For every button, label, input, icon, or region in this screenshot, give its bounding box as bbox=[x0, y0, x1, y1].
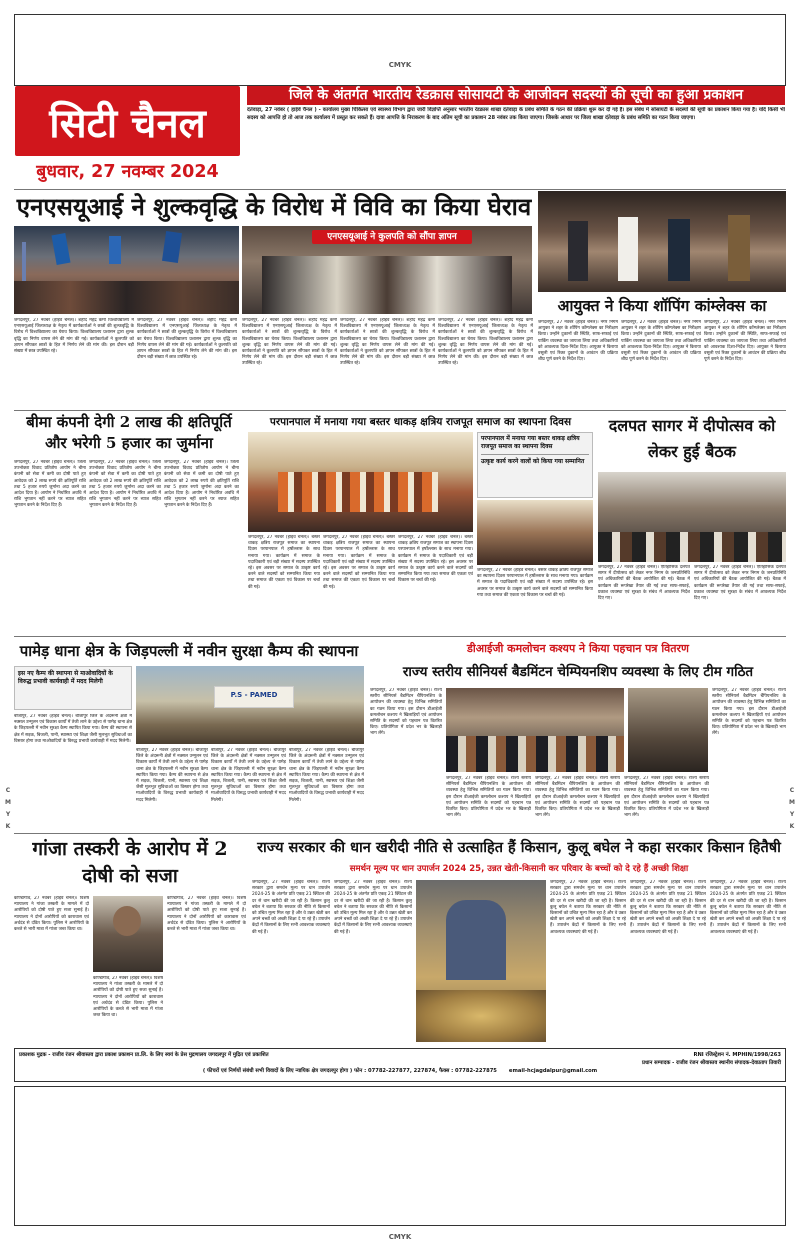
insurance-body: जगदलपुर, 27 नवंबर (हाईवे चैनल)। जिला उपभोक्ता विवाद प्रतितोष आयोग ने बीमा कंपनी को सेवा में कमी का दोषी पाते हुए आवेदक को 2 लाख रुपये की क्षतिपूर्ति राशि तथा 5 हजार रुपये जुर्माना अदा करने का आदेश दिया है। आयोग ने निर्धारित अवधि में राशि भुगतान नहीं करने पर ब्याज सहित भुगतान करने के निर्देश दिए हैं। bbox=[14, 460, 86, 509]
cmyk-side-right: C M Y K bbox=[789, 787, 795, 830]
camp-body-col2: बीजापुर, 27 नवंबर (हाईवे चैनल)। बीजापुर जिले के अंदरूनी क्षेत्रों में नक्सल उन्मूलन एवं विकास कार्यों में तेजी लाने के उद्देश्य से पामेड़ थाना क्षेत्र के जिड़पल्ली में नवीन सुरक्षा कैम्प स्थापित किया गया। कैम्प की स्थापना से क्षेत्र में सड़क, बिजली, पानी, स्वास्थ्य एवं शिक्षा जैसी मूलभूत सुविधाओं का विस्तार होगा तथा माओवादियों के विरुद्ध प्रभावी कार्यवाही में मदद मिलेगी। bbox=[136, 748, 208, 803]
footer-publisher: प्रकाशक मुद्रक - राजीव रंजन श्रीवास्तव द्वारा प्रकाश प्रकाशन प्रा.लि. के लिए स्वयं के प्रेस मुद्रणालय जगदलपुर में मुद्रित एवं प्रकाशित bbox=[19, 1052, 269, 1058]
camp-body-col4: बीजापुर, 27 नवंबर (हाईवे चैनल)। बीजापुर जिले के अंदरूनी क्षेत्रों में नक्सल उन्मूलन एवं विकास कार्यों में तेजी लाने के उद्देश्य से पामेड़ थाना क्षेत्र के जिड़पल्ली में नवीन सुरक्षा कैम्प स्थापित किया गया। कैम्प की स्थापना से क्षेत्र में सड़क, बिजली, पानी, स्वास्थ्य एवं शिक्षा जैसी मूलभूत सुविधाओं का विस्तार होगा तथा माओवादियों के विरुद्ध प्रभावी कार्यवाही में मदद मिलेगी। bbox=[289, 748, 364, 803]
samaj-sidebar-2: उत्कृष्ट कार्य करने वालों को किया गया सम्मानित bbox=[481, 458, 585, 465]
samaj-headline: परपानपाल में मनाया गया बस्तर धाकड़ क्षत्रिय राजपूत समाज का स्थापना दिवस bbox=[269, 416, 572, 428]
commissioner-photo bbox=[538, 191, 786, 292]
cmyk-side-left: C M Y K bbox=[5, 787, 11, 830]
page-top-frame bbox=[14, 14, 786, 86]
cmyk-bottom: CMYK bbox=[388, 1233, 412, 1241]
badminton-photo-1 bbox=[446, 688, 624, 772]
dalpat-body: जगदलपुर, 27 नवंबर (हाईवे चैनल)। ऐतिहासिक दलपत सागर में दीपोत्सव को लेकर नगर निगम के जनप्रतिनिधि एवं अधिकारियों की बैठक आयोजित की गई। बैठक में कार्यक्रम की रूपरेखा तैयार की गई तथा साफ-सफाई, प्रकाश व्यवस्था एवं सुरक्षा के संबंध में आवश्यक निर्देश दिए गए। bbox=[598, 565, 690, 602]
camp-headline: पामेड़ धाना क्षेत्र के जिड़पल्ली में नवीन सुरक्षा कैम्प की स्थापना bbox=[19, 642, 359, 660]
insurance-body-col2: जगदलपुर, 27 नवंबर (हाईवे चैनल)। जिला उपभोक्ता विवाद प्रतितोष आयोग ने बीमा कंपनी को सेवा में कमी का दोषी पाते हुए आवेदक को 2 लाख रुपये की क्षतिपूर्ति राशि तथा 5 हजार रुपये जुर्माना अदा करने का आदेश दिया है। आयोग ने निर्धारित अवधि में राशि भुगतान नहीं करने पर ब्याज सहित भुगतान करने के निर्देश दिए हैं। bbox=[89, 460, 161, 509]
badminton-body: जगदलपुर, 27 नवंबर (हाईवे चैनल)। राज्य स्तरीय सीनियर्स बैडमिंटन चैंपियनशिप के आयोजन की व्यवस्था हेतु विभिन्न समितियों का गठन किया गया। इस दौरान डीआईजी कमलोचन कश्यप ने खिलाड़ियों एवं आयोजन समिति के सदस्यों को पहचान पत्र वितरित किए। प्रतियोगिता में प्रदेश भर के खिलाड़ी भाग लेंगे। bbox=[370, 688, 442, 737]
samaj-photo-1 bbox=[248, 432, 473, 532]
footer-editors: प्रधान सम्पादक - राजीव रंजन श्रीवास्तव स्थानीय संपादक-देवप्रताप तिवारी bbox=[642, 1060, 781, 1066]
camp-body-col3: बीजापुर, 27 नवंबर (हाईवे चैनल)। बीजापुर जिले के अंदरूनी क्षेत्रों में नक्सल उन्मूलन एवं विकास कार्यों में तेजी लाने के उद्देश्य से पामेड़ थाना क्षेत्र के जिड़पल्ली में नवीन सुरक्षा कैम्प स्थापित किया गया। कैम्प की स्थापना से क्षेत्र में सड़क, बिजली, पानी, स्वास्थ्य एवं शिक्षा जैसी मूलभूत सुविधाओं का विस्तार होगा तथा माओवादियों के विरुद्ध प्रभावी कार्यवाही में मदद मिलेगी। bbox=[211, 748, 286, 803]
badminton-body-col5: जगदलपुर, 27 नवंबर (हाईवे चैनल)। राज्य स्तरीय सीनियर्स बैडमिंटन चैंपियनशिप के आयोजन की व्यवस्था हेतु विभिन्न समितियों का गठन किया गया। इस दौरान डीआईजी कमलोचन कश्यप ने खिलाड़ियों एवं आयोजन समिति के सदस्यों को पहचान पत्र वितरित किए। प्रतियोगिता में प्रदेश भर के खिलाड़ी भाग लेंगे। bbox=[624, 776, 709, 819]
nsui-body: जगदलपुर, 27 नवंबर (हाईवे चैनल)। शहीद महेंद्र कर्मा विश्वविद्यालय में एनएसयूआई जिलाध्यक्ष के नेतृत्व में कार्यकर्ताओं ने छात्रों की शुल्कवृद्धि के विरोध में विश्वविद्यालय का घेराव किया। विश्वविद्यालय प्रशासन द्वारा शुल्क वृद्धि का निर्णय वापस लेने की मांग की गई। कार्यकर्ताओं ने कुलपति को ज्ञापन सौंपकर छात्रों के हित में निर्णय लेने की मांग की। इस दौरान बड़ी संख्या में छात्र उपस्थित रहे। bbox=[14, 318, 134, 355]
cmyk-top: CMYK bbox=[388, 61, 412, 69]
commissioner-headline: आयुक्त ने किया शॉपिंग कांम्लेक्स का bbox=[557, 296, 767, 315]
paddy-body-col3: जगदलपुर, 27 नवंबर (हाईवे चैनल)। राज्य सरकार द्वारा समर्थन मूल्य पर धान उपार्जन 2024-25 के अंतर्गत प्रति एकड़ 21 क्विंटल की दर से धान खरीदी की जा रही है। किसान कुलू बघेल ने बताया कि सरकार की नीति से किसानों को उचित मूल्य मिल रहा है और वे उन्नत खेती कर अपने बच्चों को अच्छी शिक्षा दे पा रहे हैं। उपार्जन केंद्रों में किसानों के लिए सभी आवश्यक व्यवस्थाएं की गई हैं। bbox=[550, 880, 626, 935]
dalpat-meeting-photo bbox=[598, 472, 786, 562]
footer-email: email-hcjagdalpur@gmail.com bbox=[508, 1068, 598, 1074]
footer-jurisdiction: ( फीचरों एवं निर्णयों संबंधी सभी विवादों के लिए न्यायिक क्षेत्र जगदलपुर होगा ) फोन : 07782-227877, 227874, फैक्स : 07782-227875 bbox=[202, 1068, 497, 1074]
paddy-body: जगदलपुर, 27 नवंबर (हाईवे चैनल)। राज्य सरकार द्वारा समर्थन मूल्य पर धान उपार्जन 2024-25 के अंतर्गत प्रति एकड़ 21 क्विंटल की दर से धान खरीदी की जा रही है। किसान कुलू बघेल ने बताया कि सरकार की नीति से किसानों को उचित मूल्य मिल रहा है और वे उन्नत खेती कर अपने बच्चों को अच्छी शिक्षा दे पा रहे हैं। उपार्जन केंद्रों में किसानों के लिए सभी आवश्यक व्यवस्थाएं की गई हैं। bbox=[252, 880, 330, 935]
nsui-body-col3: जगदलपुर, 27 नवंबर (हाईवे चैनल)। शहीद महेंद्र कर्मा विश्वविद्यालय में एनएसयूआई जिलाध्यक्ष के नेतृत्व में कार्यकर्ताओं ने छात्रों की शुल्कवृद्धि के विरोध में विश्वविद्यालय का घेराव किया। विश्वविद्यालय प्रशासन द्वारा शुल्क वृद्धि का निर्णय वापस लेने की मांग की गई। कार्यकर्ताओं ने कुलपति को ज्ञापन सौंपकर छात्रों के हित में निर्णय लेने की मांग की। इस दौरान बड़ी संख्या में छात्र उपस्थित रहे। bbox=[242, 318, 337, 367]
ganja-headline: गांजा तस्करी के आरोप में 2 दोषी को सजा bbox=[32, 838, 228, 887]
commissioner-body-col2: जगदलपुर, 27 नवंबर (हाईवे चैनल)। नगर निगम आयुक्त ने शहर के शॉपिंग कॉम्प्लेक्स का निरीक्षण किया। उन्होंने दुकानों की स्थिति, साफ-सफाई एवं पार्किंग व्यवस्था का जायजा लिया तथा अधिकारियों को आवश्यक दिशा-निर्देश दिए। आयुक्त ने किराया वसूली एवं रिक्त दुकानों के आवंटन की प्रक्रिया शीघ्र पूर्ण करने के निर्देश दिए। bbox=[621, 320, 701, 363]
ganja-body: कोण्डागांव, 27 नवंबर (हाईवे चैनल)। विशेष न्यायालय ने गांजा तस्करी के मामले में दो आरोपियों को दोषी पाते हुए सजा सुनाई है। न्यायालय ने दोनों आरोपियों को कारावास एवं अर्थदंड से दंडित किया। पुलिस ने आरोपियों के कब्जे से भारी मात्रा में गांजा जब्त किया था। bbox=[14, 896, 89, 933]
badminton-body-col3: जगदलपुर, 27 नवंबर (हाईवे चैनल)। राज्य स्तरीय सीनियर्स बैडमिंटन चैंपियनशिप के आयोजन की व्यवस्था हेतु विभिन्न समितियों का गठन किया गया। इस दौरान डीआईजी कमलोचन कश्यप ने खिलाड़ियों एवं आयोजन समिति के सदस्यों को पहचान पत्र वितरित किए। प्रतियोगिता में प्रदेश भर के खिलाड़ी भाग लेंगे। bbox=[446, 776, 531, 819]
commissioner-body-col3: जगदलपुर, 27 नवंबर (हाईवे चैनल)। नगर निगम आयुक्त ने शहर के शॉपिंग कॉम्प्लेक्स का निरीक्षण किया। उन्होंने दुकानों की स्थिति, साफ-सफाई एवं पार्किंग व्यवस्था का जायजा लिया तथा अधिकारियों को आवश्यक दिशा-निर्देश दिए। आयुक्त ने किराया वसूली एवं रिक्त दुकानों के आवंटन की प्रक्रिया शीघ्र पूर्ण करने के निर्देश दिए। bbox=[704, 320, 786, 363]
masthead-date: बुधवार, 27 नवम्बर 2024 bbox=[36, 162, 219, 182]
ganja-body-col2: कोण्डागांव, 27 नवंबर (हाईवे चैनल)। विशेष न्यायालय ने गांजा तस्करी के मामले में दो आरोपियों को दोषी पाते हुए सजा सुनाई है। न्यायालय ने दोनों आरोपियों को कारावास एवं अर्थदंड से दंडित किया। पुलिस ने आरोपियों के कब्जे से भारी मात्रा में गांजा जब्त किया था। bbox=[93, 976, 163, 1019]
dalpat-headline: दलपत सागर में दीपोत्सव को लेकर हुई बैठक bbox=[608, 416, 776, 461]
nsui-memorandum-photo bbox=[242, 226, 532, 314]
samaj-body-col3: जगदलपुर, 27 नवंबर (हाईवे चैनल)। बस्तर धाकड़ क्षत्रिय राजपूत समाज का स्थापना दिवस परपानपाल में हर्षोल्लास के साथ मनाया गया। कार्यक्रम में समाज के पदाधिकारी एवं बड़ी संख्या में सदस्य उपस्थित रहे। इस अवसर पर समाज के उत्कृष्ट कार्य करने वाले सदस्यों को सम्मानित किया गया तथा समाज की एकता एवं विकास पर चर्चा की गई। bbox=[398, 535, 473, 584]
page-bottom-frame bbox=[14, 1086, 786, 1226]
paddy-body-col5: जगदलपुर, 27 नवंबर (हाईवे चैनल)। राज्य सरकार द्वारा समर्थन मूल्य पर धान उपार्जन 2024-25 के अंतर्गत प्रति एकड़ 21 क्विंटल की दर से धान खरीदी की जा रही है। किसान कुलू बघेल ने बताया कि सरकार की नीति से किसानों को उचित मूल्य मिल रहा है और वे उन्नत खेती कर अपने बच्चों को अच्छी शिक्षा दे पा रहे हैं। उपार्जन केंद्रों में किसानों के लिए सभी आवश्यक व्यवस्थाएं की गई हैं। bbox=[710, 880, 786, 935]
samaj-sidebar-1: परपानपाल में मनाया गया बस्तर धाकड़ क्षत्रिय राजपूत समाज का स्थापना दिवस bbox=[481, 435, 580, 450]
camp-sidebar: इस नए कैम्प की स्थापना से माओवादियों के विरुद्ध प्रभावी कार्यवाही में मदद मिलेगी bbox=[14, 666, 132, 710]
ganja-accused-photo bbox=[93, 896, 163, 972]
samaj-body-col4: जगदलपुर, 27 नवंबर (हाईवे चैनल)। बस्तर धाकड़ क्षत्रिय राजपूत समाज का स्थापना दिवस परपानपाल में हर्षोल्लास के साथ मनाया गया। कार्यक्रम में समाज के पदाधिकारी एवं बड़ी संख्या में सदस्य उपस्थित रहे। इस अवसर पर समाज के उत्कृष्ट कार्य करने वाले सदस्यों को सम्मानित किया गया तथा समाज की एकता एवं विकास पर चर्चा की गई। bbox=[477, 568, 593, 598]
lead-body: दंतेवाड़ा, 27 नवंबर ( हाईवे चैनल ) - कार्यालय मुख्य चिकित्सा एवं स्वास्थ्य विभाग द्वारा जारी विज्ञप्ति अनुसार भारतीय रेडक्रास शाखा दंतेवाड़ा के प्रबंध समिति के गठन की प्रक्रिया शुरू कर दी गई है। इस संबंध में सोसायटी के सदस्यों की सूची का प्रकाशन किया गया है। यदि किसी भी सदस्य को आपत्ति हो तो आज तक कार्यालय में प्रस्तुत कर सकते हैं। दावा आपत्ति के निराकरण के बाद अंतिम सूची का प्रकाशन 28 नवंबर तक किया जाएगा। जिसके आधार पर जिला शाखा दंतेवाड़ा के प्रबंध समिति का गठन किया जाएगा। bbox=[247, 107, 785, 121]
nsui-headline: एनएसयूआई ने शुल्कवृद्धि के विरोध में विवि का किया घेराव bbox=[16, 192, 532, 221]
samaj-body: जगदलपुर, 27 नवंबर (हाईवे चैनल)। बस्तर धाकड़ क्षत्रिय राजपूत समाज का स्थापना दिवस परपानपाल में हर्षोल्लास के साथ मनाया गया। कार्यक्रम में समाज के पदाधिकारी एवं बड़ी संख्या में सदस्य उपस्थित रहे। इस अवसर पर समाज के उत्कृष्ट कार्य करने वाले सदस्यों को सम्मानित किया गया तथा समाज की एकता एवं विकास पर चर्चा की गई। bbox=[248, 535, 320, 590]
camp-body: बीजापुर, 27 नवंबर (हाईवे चैनल)। बीजापुर जिले के अंदरूनी क्षेत्रों में नक्सल उन्मूलन एवं विकास कार्यों में तेजी लाने के उद्देश्य से पामेड़ थाना क्षेत्र के जिड़पल्ली में नवीन सुरक्षा कैम्प स्थापित किया गया। कैम्प की स्थापना से क्षेत्र में सड़क, बिजली, पानी, स्वास्थ्य एवं शिक्षा जैसी मूलभूत सुविधाओं का विस्तार होगा तथा माओवादियों के विरुद्ध प्रभावी कार्यवाही में मदद मिलेगी। bbox=[14, 714, 132, 744]
nsui-protest-photo bbox=[14, 226, 239, 314]
dalpat-body-col2: जगदलपुर, 27 नवंबर (हाईवे चैनल)। ऐतिहासिक दलपत सागर में दीपोत्सव को लेकर नगर निगम के जनप्रतिनिधि एवं अधिकारियों की बैठक आयोजित की गई। बैठक में कार्यक्रम की रूपरेखा तैयार की गई तथा साफ-सफाई, प्रकाश व्यवस्था एवं सुरक्षा के संबंध में आवश्यक निर्देश दिए गए। bbox=[694, 565, 786, 602]
nsui-body-col2: जगदलपुर, 27 नवंबर (हाईवे चैनल)। शहीद महेंद्र कर्मा विश्वविद्यालय में एनएसयूआई जिलाध्यक्ष के नेतृत्व में कार्यकर्ताओं ने छात्रों की शुल्कवृद्धि के विरोध में विश्वविद्यालय का घेराव किया। विश्वविद्यालय प्रशासन द्वारा शुल्क वृद्धि का निर्णय वापस लेने की मांग की गई। कार्यकर्ताओं ने कुलपति को ज्ञापन सौंपकर छात्रों के हित में निर्णय लेने की मांग की। इस दौरान बड़ी संख्या में छात्र उपस्थित रहे। bbox=[137, 318, 237, 361]
lead-headline: जिले के अंतर्गत भारतीय रेडक्रास सोसायटी के आजीवन सदस्यों की सूची का हुआ प्रकाशन bbox=[247, 86, 785, 105]
footer-rni: RNI रजिस्ट्रेशन नं. MPHIN/1998/263 bbox=[693, 1052, 781, 1058]
nsui-body-col4: जगदलपुर, 27 नवंबर (हाईवे चैनल)। शहीद महेंद्र कर्मा विश्वविद्यालय में एनएसयूआई जिलाध्यक्ष के नेतृत्व में कार्यकर्ताओं ने छात्रों की शुल्कवृद्धि के विरोध में विश्वविद्यालय का घेराव किया। विश्वविद्यालय प्रशासन द्वारा शुल्क वृद्धि का निर्णय वापस लेने की मांग की गई। कार्यकर्ताओं ने कुलपति को ज्ञापन सौंपकर छात्रों के हित में निर्णय लेने की मांग की। इस दौरान बड़ी संख्या में छात्र उपस्थित रहे। bbox=[340, 318, 435, 367]
footer-imprint bbox=[14, 1048, 786, 1082]
samaj-photo-2 bbox=[477, 500, 593, 565]
samaj-body-col2: जगदलपुर, 27 नवंबर (हाईवे चैनल)। बस्तर धाकड़ क्षत्रिय राजपूत समाज का स्थापना दिवस परपानपाल में हर्षोल्लास के साथ मनाया गया। कार्यक्रम में समाज के पदाधिकारी एवं बड़ी संख्या में सदस्य उपस्थित रहे। इस अवसर पर समाज के उत्कृष्ट कार्य करने वाले सदस्यों को सम्मानित किया गया तथा समाज की एकता एवं विकास पर चर्चा की गई। bbox=[323, 535, 395, 590]
badminton-body-col2: जगदलपुर, 27 नवंबर (हाईवे चैनल)। राज्य स्तरीय सीनियर्स बैडमिंटन चैंपियनशिप के आयोजन की व्यवस्था हेतु विभिन्न समितियों का गठन किया गया। इस दौरान डीआईजी कमलोचन कश्यप ने खिलाड़ियों एवं आयोजन समिति के सदस्यों को पहचान पत्र वितरित किए। प्रतियोगिता में प्रदेश भर के खिलाड़ी भाग लेंगे। bbox=[712, 688, 786, 737]
paddy-headline: राज्य सरकार की धान खरीदी नीति से उत्साहित हैं किसान, कुलू बघेल ने कहा सरकार किसान हितैषी bbox=[257, 839, 781, 856]
commissioner-body: जगदलपुर, 27 नवंबर (हाईवे चैनल)। नगर निगम आयुक्त ने शहर के शॉपिंग कॉम्प्लेक्स का निरीक्षण किया। उन्होंने दुकानों की स्थिति, साफ-सफाई एवं पार्किंग व्यवस्था का जायजा लिया तथा अधिकारियों को आवश्यक दिशा-निर्देश दिए। आयुक्त ने किराया वसूली एवं रिक्त दुकानों के आवंटन की प्रक्रिया शीघ्र पूर्ण करने के निर्देश दिए। bbox=[538, 320, 618, 363]
paddy-body-col2: जगदलपुर, 27 नवंबर (हाईवे चैनल)। राज्य सरकार द्वारा समर्थन मूल्य पर धान उपार्जन 2024-25 के अंतर्गत प्रति एकड़ 21 क्विंटल की दर से धान खरीदी की जा रही है। किसान कुलू बघेल ने बताया कि सरकार की नीति से किसानों को उचित मूल्य मिल रहा है और वे उन्नत खेती कर अपने बच्चों को अच्छी शिक्षा दे पा रहे हैं। उपार्जन केंद्रों में किसानों के लिए सभी आवश्यक व्यवस्थाएं की गई हैं। bbox=[334, 880, 412, 935]
dig-strip: डीआईजी कमलोचन कश्यप ने किया पहचान पत्र वितरण bbox=[466, 642, 690, 655]
camp-photo bbox=[136, 666, 364, 744]
insurance-body-col3: जगदलपुर, 27 नवंबर (हाईवे चैनल)। जिला उपभोक्ता विवाद प्रतितोष आयोग ने बीमा कंपनी को सेवा में कमी का दोषी पाते हुए आवेदक को 2 लाख रुपये की क्षतिपूर्ति राशि तथा 5 हजार रुपये जुर्माना अदा करने का आदेश दिया है। आयोग ने निर्धारित अवधि में राशि भुगतान नहीं करने पर ब्याज सहित भुगतान करने के निर्देश दिए हैं। bbox=[164, 460, 239, 509]
paddy-body-col4: जगदलपुर, 27 नवंबर (हाईवे चैनल)। राज्य सरकार द्वारा समर्थन मूल्य पर धान उपार्जन 2024-25 के अंतर्गत प्रति एकड़ 21 क्विंटल की दर से धान खरीदी की जा रही है। किसान कुलू बघेल ने बताया कि सरकार की नीति से किसानों को उचित मूल्य मिल रहा है और वे उन्नत खेती कर अपने बच्चों को अच्छी शिक्षा दे पा रहे हैं। उपार्जन केंद्रों में किसानों के लिए सभी आवश्यक व्यवस्थाएं की गई हैं। bbox=[630, 880, 706, 935]
paddy-subhead: समर्थन मूल्य पर धान उपार्जन 2024 25, उन्नत खेती-किसानी कर परिवार के बच्चों को दे रहे हैं अच्छी शिक्षा bbox=[349, 864, 689, 874]
samaj-sidebar bbox=[477, 432, 593, 498]
camp-photo-caption: P.S - PAMED bbox=[230, 691, 278, 699]
badminton-headline: राज्य स्तरीय सीनियर्स बैडमिंटन चेम्पियनशिप व्यवस्था के लिए टीम गठित bbox=[402, 664, 754, 680]
paddy-farmer-photo bbox=[416, 880, 546, 1042]
nsui-body-col5: जगदलपुर, 27 नवंबर (हाईवे चैनल)। शहीद महेंद्र कर्मा विश्वविद्यालय में एनएसयूआई जिलाध्यक्ष के नेतृत्व में कार्यकर्ताओं ने छात्रों की शुल्कवृद्धि के विरोध में विश्वविद्यालय का घेराव किया। विश्वविद्यालय प्रशासन द्वारा शुल्क वृद्धि का निर्णय वापस लेने की मांग की गई। कार्यकर्ताओं ने कुलपति को ज्ञापन सौंपकर छात्रों के हित में निर्णय लेने की मांग की। इस दौरान बड़ी संख्या में छात्र उपस्थित रहे। bbox=[438, 318, 533, 367]
nsui-subhead: एनएसयूआई ने कुलपति को सौंपा ज्ञापन bbox=[312, 230, 472, 244]
badminton-body-col4: जगदलपुर, 27 नवंबर (हाईवे चैनल)। राज्य स्तरीय सीनियर्स बैडमिंटन चैंपियनशिप के आयोजन की व्यवस्था हेतु विभिन्न समितियों का गठन किया गया। इस दौरान डीआईजी कमलोचन कश्यप ने खिलाड़ियों एवं आयोजन समिति के सदस्यों को पहचान पत्र वितरित किए। प्रतियोगिता में प्रदेश भर के खिलाड़ी भाग लेंगे। bbox=[535, 776, 620, 819]
badminton-photo-2 bbox=[628, 688, 708, 772]
insurance-headline: बीमा कंपनी देगी 2 लाख की क्षतिपूर्ति और भरेगी 5 हजार का जुर्माना bbox=[26, 413, 232, 452]
ganja-body-col3: कोण्डागांव, 27 नवंबर (हाईवे चैनल)। विशेष न्यायालय ने गांजा तस्करी के मामले में दो आरोपियों को दोषी पाते हुए सजा सुनाई है। न्यायालय ने दोनों आरोपियों को कारावास एवं अर्थदंड से दंडित किया। पुलिस ने आरोपियों के कब्जे से भारी मात्रा में गांजा जब्त किया था। bbox=[167, 896, 246, 933]
masthead-title-box bbox=[15, 86, 240, 156]
masthead-title: सिटी चैनल bbox=[49, 99, 206, 147]
